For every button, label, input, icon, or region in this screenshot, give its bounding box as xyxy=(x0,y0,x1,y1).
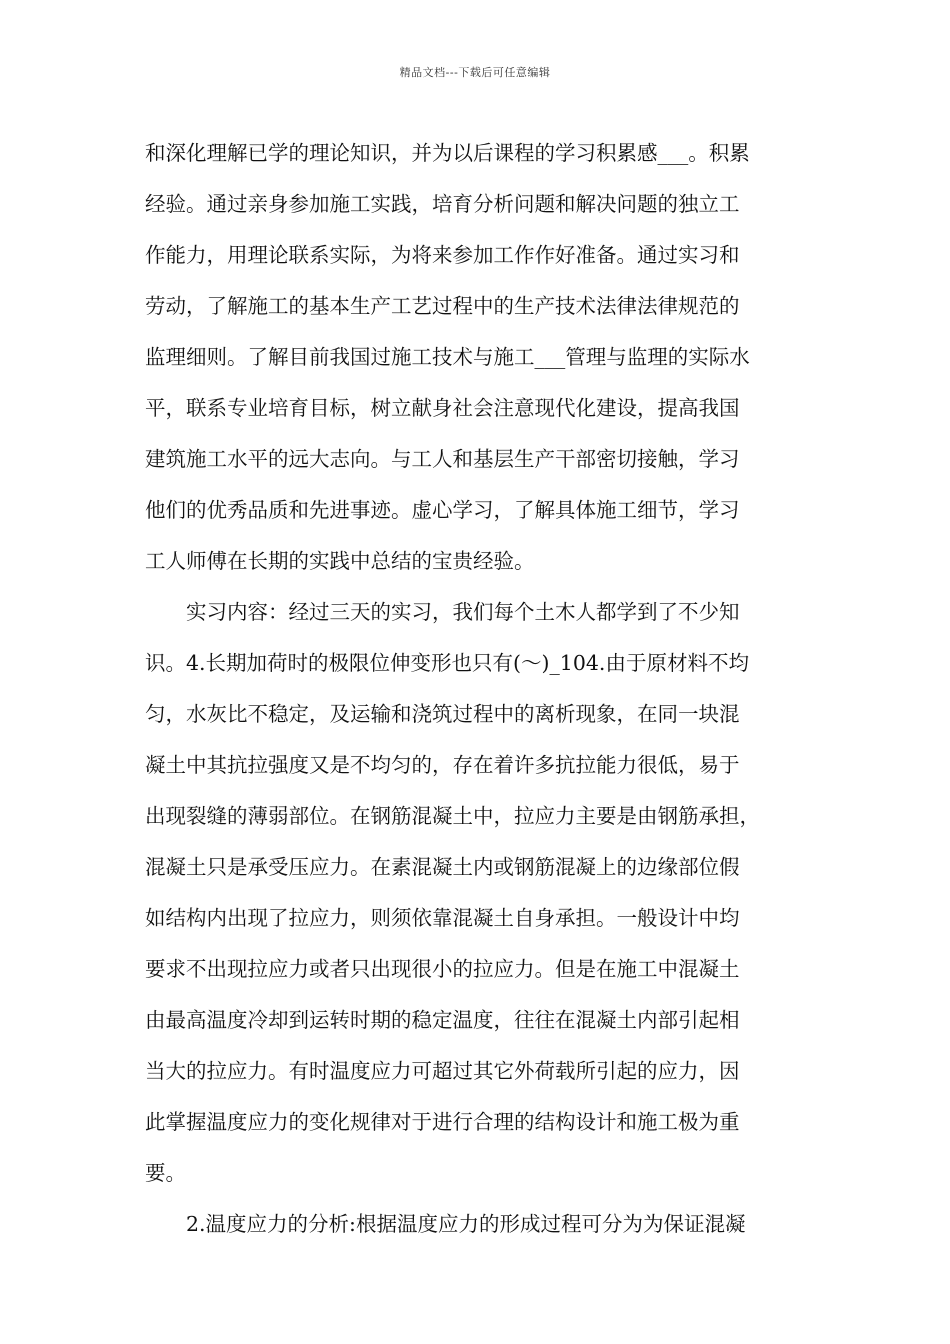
text-line: 和深化理解已学的理论知识，并为以后课程的学习积累感___。积累 xyxy=(145,141,750,165)
text-line: 2.温度应力的分析:根据温度应力的形成过程可分为为保证混凝 xyxy=(145,1212,746,1236)
text-line: 出现裂缝的薄弱部位。在钢筋混凝土中，拉应力主要是由钢筋承担， xyxy=(145,804,760,828)
text-line: 此掌握温度应力的变化规律对于进行合理的结构设计和施工极为重 xyxy=(145,1110,740,1134)
text-line: 作能力，用理论联系实际，为将来参加工作作好准备。通过实习和 xyxy=(145,243,740,267)
text-line: 监理细则。了解目前我国过施工技术与施工___管理与监理的实际水 xyxy=(145,345,750,369)
text-line: 实习内容：经过三天的实习，我们每个土木人都学到了不少知 xyxy=(145,600,740,624)
page-header: 精品文档---下载后可任意编辑 xyxy=(399,66,551,79)
document-body xyxy=(145,128,810,1250)
text-line: 要求不出现拉应力或者只出现很小的拉应力。但是在施工中混凝土 xyxy=(145,957,740,981)
text-line: 要。 xyxy=(145,1161,186,1185)
text-line: 建筑施工水平的远大志向。与工人和基层生产干部密切接触，学习 xyxy=(145,447,740,471)
text-line: 经验。通过亲身参加施工实践，培育分析问题和解决问题的独立工 xyxy=(145,192,740,216)
text-line: 平，联系专业培育目标，树立献身社会注意现代化建设，提高我国 xyxy=(145,396,740,420)
text-line: 识。4.长期加荷时的极限位伸变形也只有(～)_104.由于原材料不均 xyxy=(145,651,749,675)
paragraph-2 xyxy=(145,587,810,1199)
text-line: 混凝土只是承受压应力。在素混凝土内或钢筋混凝上的边缘部位假 xyxy=(145,855,740,879)
text-line: 当大的拉应力。有时温度应力可超过其它外荷载所引起的应力，因 xyxy=(145,1059,740,1083)
text-line: 劳动，了解施工的基本生产工艺过程中的生产技术法律法律规范的 xyxy=(145,294,740,318)
text-line: 匀，水灰比不稳定，及运输和浇筑过程中的离析现象，在同一块混 xyxy=(145,702,740,726)
text-line: 如结构内出现了拉应力，则须依靠混凝土自身承担。一般设计中均 xyxy=(145,906,740,930)
paragraph-3 xyxy=(145,1199,810,1250)
text-line: 由最高温度冷却到运转时期的稳定温度，往往在混凝土内部引起相 xyxy=(145,1008,740,1032)
text-line: 工人师傅在长期的实践中总结的宝贵经验。 xyxy=(145,549,535,573)
text-line: 他们的优秀品质和先进事迹。虚心学习，了解具体施工细节，学习 xyxy=(145,498,740,522)
text-line: 凝土中其抗拉强度又是不均匀的，存在着许多抗拉能力很低，易于 xyxy=(145,753,740,777)
paragraph-1 xyxy=(145,128,810,587)
